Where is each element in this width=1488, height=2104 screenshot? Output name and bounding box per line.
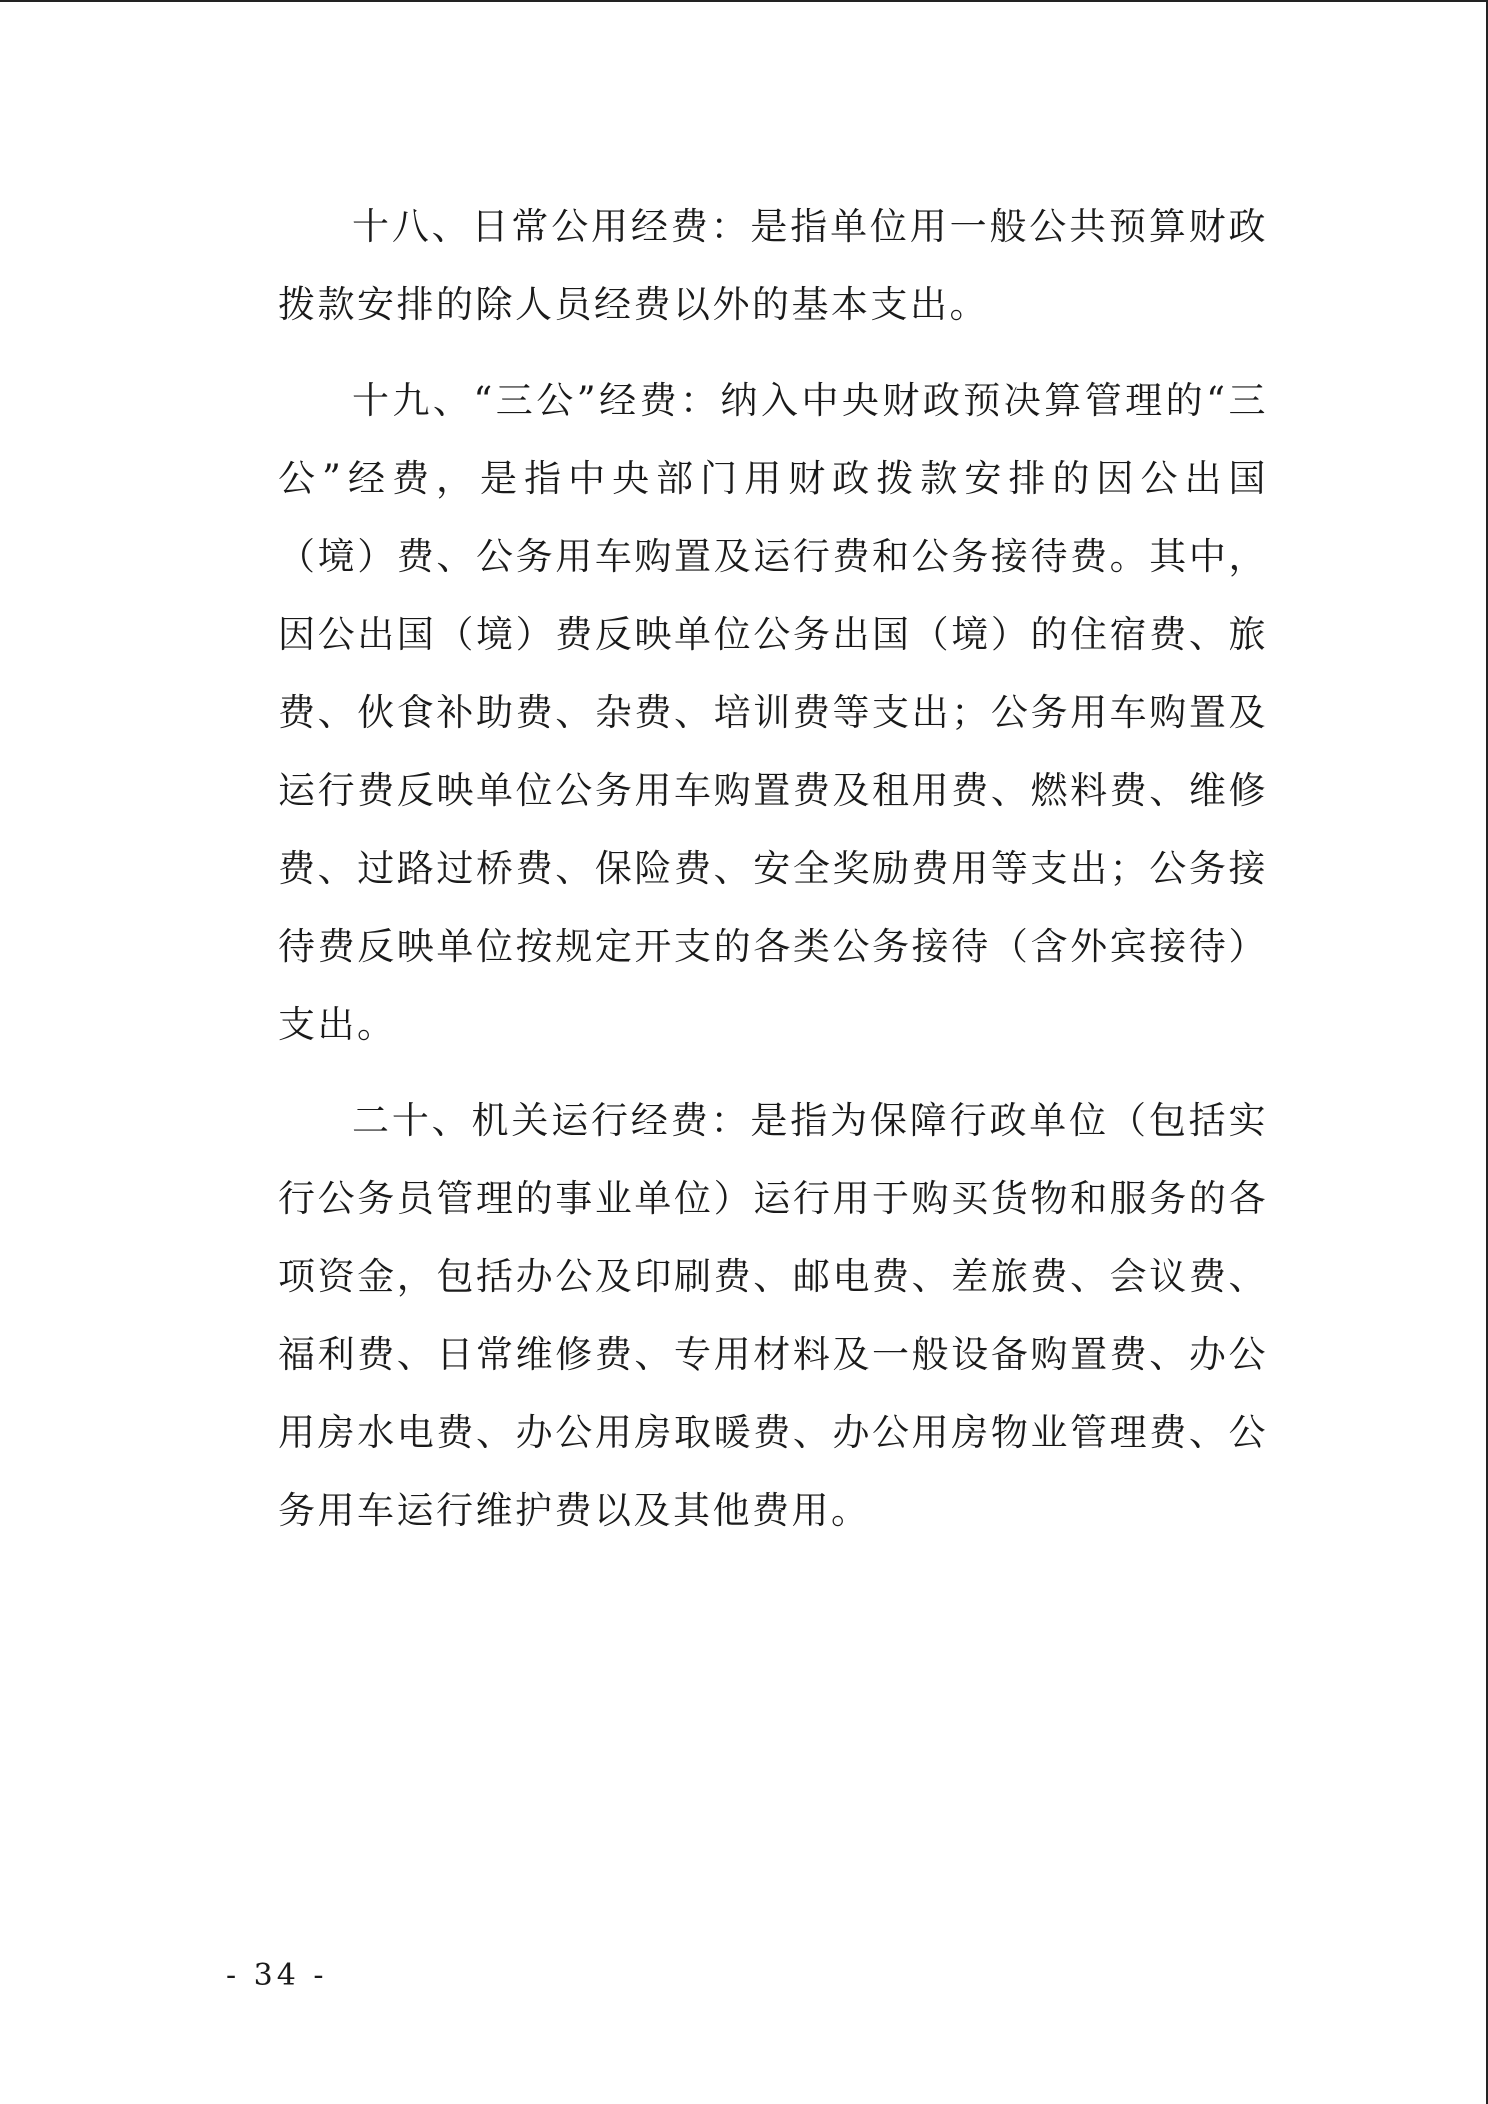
document-body	[278, 188, 1268, 1568]
paragraph-daily-public-expenses: 十八、日常公用经费：是指单位用一般公共预算财政拨款安排的除人员经费以外的基本支出。	[278, 205, 1268, 326]
page-number: - 34 -	[226, 1958, 328, 1993]
paragraph-agency-operating-expenses: 二十、机关运行经费：是指为保障行政单位（包括实行公务员管理的事业单位）运行用于购买货物和服务的各项资金，包括办公及印刷费、邮电费、差旅费、会议费、福利费、日常维修费、专用材料及一般设备购置费、办公用房水电费、办公用房取暖费、办公用房物业管理费、公务用车运行维护费以及其他费用。	[278, 1099, 1268, 1532]
paragraph-three-public-expenses: 十九、“三公”经费：纳入中央财政预决算管理的“三公”经费，是指中央部门用财政拨款安排的因公出国（境）费、公务用车购置及运行费和公务接待费。其中，因公出国（境）费反映单位公务出国（境）的住宿费、旅费、伙食补助费、杂费、培训费等支出；公务用车购置及运行费反映单位公务用车购置费及租用费、燃料费、维修费、过路过桥费、保险费、安全奖励费用等支出；公务接待费反映单位按规定开支的各类公务接待（含外宾接待）支出。	[278, 379, 1268, 1046]
